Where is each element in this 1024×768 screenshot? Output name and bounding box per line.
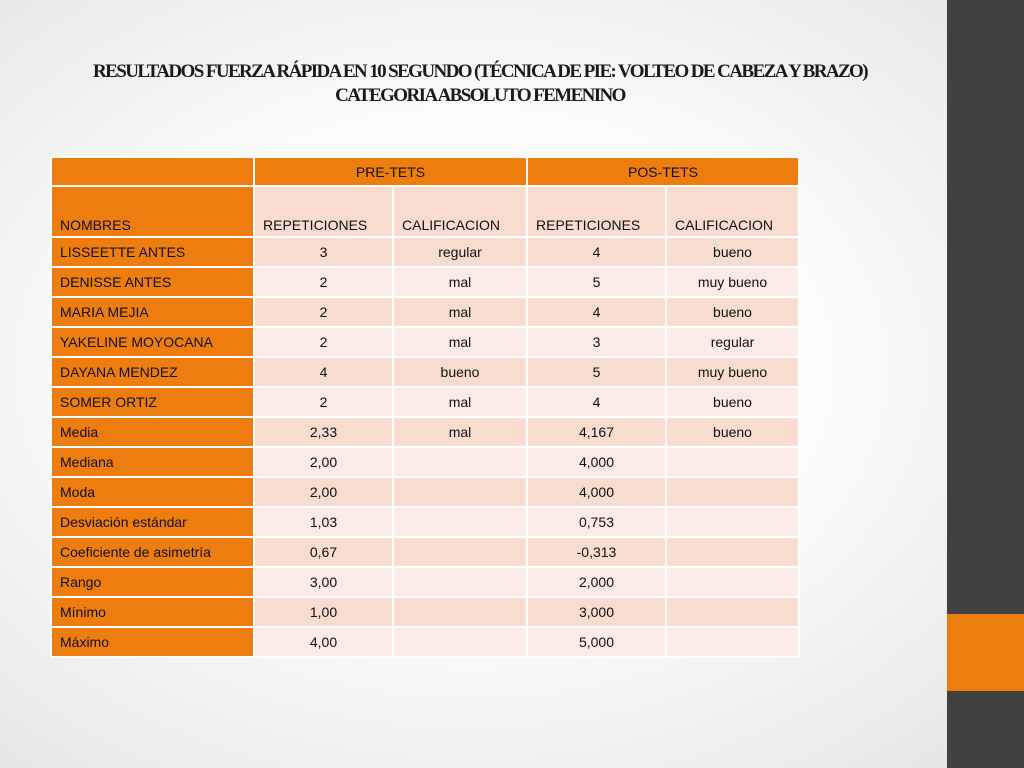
post-reps-cell: 2,000 xyxy=(528,568,665,596)
pre-reps-cell: 2 xyxy=(255,388,392,416)
row-name-cell: Desviación estándar xyxy=(52,508,253,536)
pre-reps-cell: 1,03 xyxy=(255,508,392,536)
row-name-cell: Máximo xyxy=(52,628,253,656)
pre-reps-cell: 3 xyxy=(255,238,392,266)
row-name-cell: Coeficiente de asimetría xyxy=(52,538,253,566)
post-grade-cell: bueno xyxy=(667,388,798,416)
post-grade-cell: bueno xyxy=(667,298,798,326)
pre-grade-cell: mal xyxy=(394,328,526,356)
side-accent-block xyxy=(947,614,1024,691)
row-name-cell: Moda xyxy=(52,478,253,506)
group-header-pre: PRE-TETS xyxy=(255,158,526,185)
post-reps-cell: 5 xyxy=(528,268,665,296)
pre-grade-cell: mal xyxy=(394,268,526,296)
table-row xyxy=(52,568,798,596)
table-row xyxy=(52,538,798,566)
table-row xyxy=(52,628,798,656)
table-row xyxy=(52,298,798,326)
post-reps-cell: 5 xyxy=(528,358,665,386)
table-row xyxy=(52,448,798,476)
post-reps-cell: 4 xyxy=(528,388,665,416)
post-reps-cell: -0,313 xyxy=(528,538,665,566)
column-header-row xyxy=(52,187,798,236)
table-row xyxy=(52,358,798,386)
pre-reps-cell: 2,33 xyxy=(255,418,392,446)
row-name-cell: Mínimo xyxy=(52,598,253,626)
table-row xyxy=(52,598,798,626)
post-grade-cell xyxy=(667,568,798,596)
group-header-row xyxy=(52,158,798,185)
group-header-empty xyxy=(52,158,253,185)
pre-grade-cell xyxy=(394,538,526,566)
pre-reps-cell: 2,00 xyxy=(255,478,392,506)
row-name-cell: Mediana xyxy=(52,448,253,476)
row-name-cell: Media xyxy=(52,418,253,446)
table-row xyxy=(52,328,798,356)
pre-grade-cell: mal xyxy=(394,388,526,416)
row-name-cell: LISSEETTE ANTES xyxy=(52,238,253,266)
post-grade-cell xyxy=(667,598,798,626)
post-grade-cell: regular xyxy=(667,328,798,356)
table-row xyxy=(52,238,798,266)
pre-grade-cell: mal xyxy=(394,298,526,326)
column-header-post-reps: REPETICIONES xyxy=(528,187,665,236)
row-name-cell: MARIA MEJIA xyxy=(52,298,253,326)
row-name-cell: SOMER ORTIZ xyxy=(52,388,253,416)
post-grade-cell: bueno xyxy=(667,418,798,446)
title-line-1: RESULTADOS FUERZA RÁPIDA EN 10 SEGUNDO (TÉCNICA DE PIE: VOLTEO DE CABEZA Y BRAZO) xyxy=(93,61,867,82)
post-grade-cell xyxy=(667,478,798,506)
pre-reps-cell: 4 xyxy=(255,358,392,386)
post-reps-cell: 4,000 xyxy=(528,478,665,506)
pre-reps-cell: 3,00 xyxy=(255,568,392,596)
pre-reps-cell: 4,00 xyxy=(255,628,392,656)
post-reps-cell: 4 xyxy=(528,298,665,326)
slide-title xyxy=(40,60,920,108)
post-reps-cell: 5,000 xyxy=(528,628,665,656)
post-grade-cell: bueno xyxy=(667,238,798,266)
table-row xyxy=(52,388,798,416)
pre-grade-cell: mal xyxy=(394,418,526,446)
row-name-cell: DAYANA MENDEZ xyxy=(52,358,253,386)
post-grade-cell xyxy=(667,448,798,476)
table-row xyxy=(52,268,798,296)
post-grade-cell xyxy=(667,628,798,656)
pre-grade-cell xyxy=(394,508,526,536)
post-reps-cell: 3 xyxy=(528,328,665,356)
post-grade-cell: muy bueno xyxy=(667,268,798,296)
post-reps-cell: 3,000 xyxy=(528,598,665,626)
pre-reps-cell: 2,00 xyxy=(255,448,392,476)
post-reps-cell: 4,000 xyxy=(528,448,665,476)
pre-grade-cell: bueno xyxy=(394,358,526,386)
pre-reps-cell: 0,67 xyxy=(255,538,392,566)
table-row xyxy=(52,418,798,446)
row-name-cell: Rango xyxy=(52,568,253,596)
post-reps-cell: 0,753 xyxy=(528,508,665,536)
column-header-pre-grade: CALIFICACION xyxy=(394,187,526,236)
post-grade-cell xyxy=(667,508,798,536)
pre-grade-cell xyxy=(394,628,526,656)
table-body xyxy=(52,238,798,656)
pre-grade-cell: regular xyxy=(394,238,526,266)
table-row xyxy=(52,508,798,536)
pre-reps-cell: 1,00 xyxy=(255,598,392,626)
post-grade-cell: muy bueno xyxy=(667,358,798,386)
column-header-names: NOMBRES xyxy=(52,187,253,236)
pre-reps-cell: 2 xyxy=(255,268,392,296)
title-line-2: CATEGORIA ABSOLUTO FEMENINO xyxy=(335,85,625,106)
results-table xyxy=(50,156,800,658)
group-header-post: POS-TETS xyxy=(528,158,798,185)
post-grade-cell xyxy=(667,538,798,566)
table-row xyxy=(52,478,798,506)
column-header-pre-reps: REPETICIONES xyxy=(255,187,392,236)
pre-grade-cell xyxy=(394,598,526,626)
pre-reps-cell: 2 xyxy=(255,298,392,326)
column-header-post-grade: CALIFICACION xyxy=(667,187,798,236)
pre-grade-cell xyxy=(394,448,526,476)
row-name-cell: DENISSE ANTES xyxy=(52,268,253,296)
post-reps-cell: 4,167 xyxy=(528,418,665,446)
pre-reps-cell: 2 xyxy=(255,328,392,356)
pre-grade-cell xyxy=(394,478,526,506)
post-reps-cell: 4 xyxy=(528,238,665,266)
row-name-cell: YAKELINE MOYOCANA xyxy=(52,328,253,356)
pre-grade-cell xyxy=(394,568,526,596)
